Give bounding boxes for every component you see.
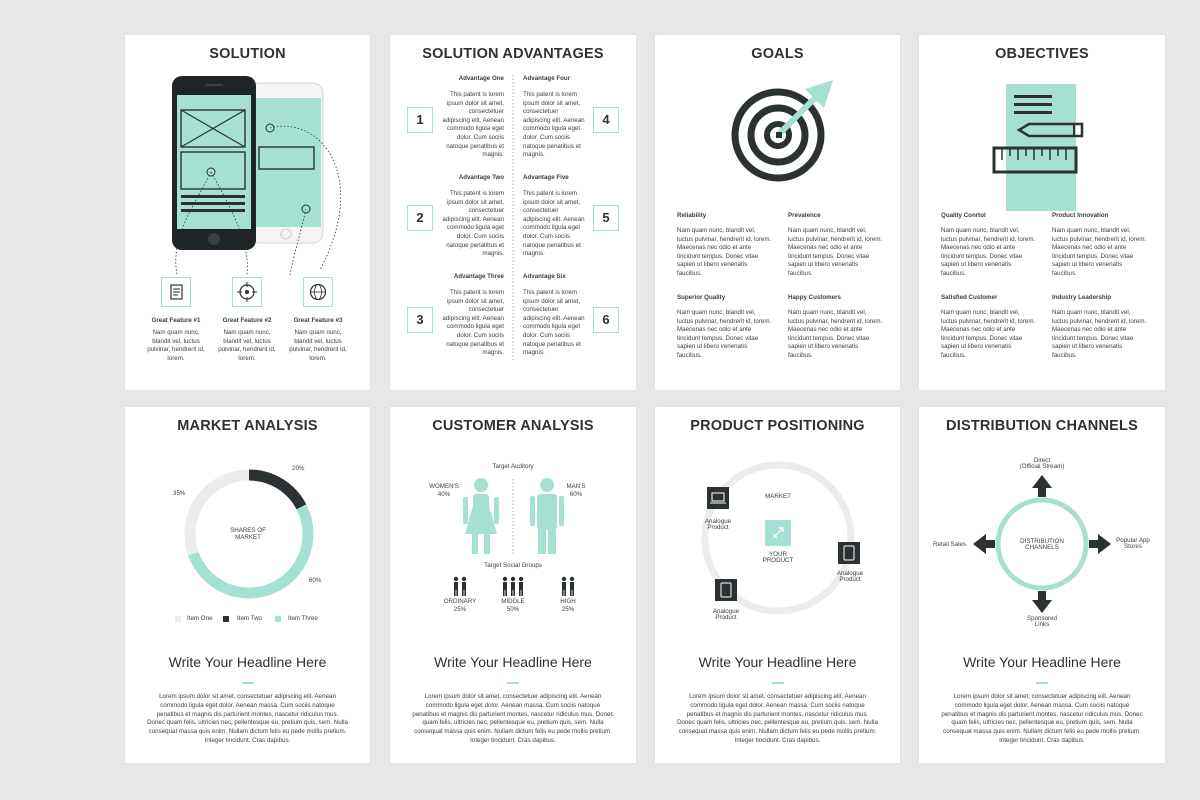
- your-product-label-1: YOUR: [769, 551, 787, 558]
- objective-text-4: Nam quam nunc, blandit vel, luctus pulvinar, hendrerit id, lorem. Maecenas nec odio et ante tincidunt tempus. Donec vitae sapien ut libero venenatis faucibus.: [1052, 309, 1147, 359]
- retail-label: Retail Sales: [933, 541, 967, 548]
- slide-title: SOLUTION: [209, 46, 286, 62]
- feature-label-3: Great Feature #3: [293, 317, 343, 324]
- slide-title: PRODUCT POSITIONING: [690, 418, 865, 434]
- goal-label-2: Prevalence: [788, 212, 821, 219]
- adv-number-3: 3: [407, 307, 433, 333]
- objective-label-1: Quality Conrtol: [941, 212, 986, 219]
- donut-center-label-1: SHARES OF: [230, 527, 266, 534]
- legend-label-item-two: Item Two: [237, 615, 262, 622]
- goal-text-3: Nam quam nunc, blandit vel, luctus pulvinar, hendrerit id, lorem. Maecenas nec odio et ante tincidunt tempus. Donec vitae sapien ut libero venenatis faucibus.: [677, 309, 772, 359]
- legend-label-item-three: Item Three: [288, 615, 318, 622]
- goal-label-4: Happy Customers: [788, 294, 841, 301]
- center-label-1: DISTRIBUTION: [1020, 538, 1064, 545]
- adv-text-6: This patent is lorem ipsum dolor sit amet, consectetuer adipiscing elit. Aenean commodo ligula eget dolor. Cum sociis natoque penatibus et magnis.: [523, 289, 585, 357]
- market-label: MARKET: [765, 493, 791, 500]
- woman-icon: [463, 478, 499, 554]
- legend-swatch-item-three: [275, 616, 281, 622]
- group-label-high: HIGH: [560, 598, 576, 605]
- headline-accent-bar: [242, 682, 254, 684]
- slide-title: GOALS: [751, 46, 804, 62]
- goal-text-2: Nam quam nunc, blandit vel, luctus pulvinar, hendrerit id, lorem. Maecenas nec odio et ante tincidunt tempus. Donec vitae sapien ut libero venenatis faucibus.: [788, 227, 883, 277]
- sponsored-label-2: Links: [1034, 621, 1050, 628]
- group-icon-ordinary: [454, 577, 466, 596]
- feature-box-3: [303, 277, 333, 307]
- sponsored-label-1: Sponsored: [1027, 615, 1057, 622]
- objective-label-3: Satisfied Customer: [941, 294, 998, 301]
- donut-slice-item-three: [193, 507, 308, 593]
- feature-label-1: Great Feature #1: [151, 317, 201, 324]
- analogue-label-1b: Product: [707, 524, 729, 531]
- feature-text-1: Nam quam nunc, blandit vel, luctus pulvinar, hendrerit id, lorem.: [147, 329, 205, 362]
- analogue-label-3b: Product: [715, 614, 737, 621]
- market-donut-chart: [125, 407, 370, 637]
- slide-body-text: Lorem ipsum dolor sit amet, consectetuer adipiscing elit. Aenean commodo ligula eget dolor. Aenean massa. Cum sociis natoque penatibus et magnis dis parturient montes, nascetur ridiculus mus. Donec quam felis, ultricies nec, pellentesque eu, pretium quis, sem. Nulla consequat massa quis enim. Nullam dictum felis eu pede mollis pretium. Integer tincidunt. Cras dapibus.: [941, 693, 1143, 744]
- group-label-middle: MIDDLE: [501, 598, 525, 605]
- slide-title: MARKET ANALYSIS: [177, 418, 318, 434]
- adv-label-3: Advantage Three: [453, 273, 504, 280]
- feature-text-3: Nam quam nunc, blandit vel, luctus pulvinar, hendrerit id, lorem.: [289, 329, 347, 362]
- goal-text-4: Nam quam nunc, blandit vel, luctus pulvinar, hendrerit id, lorem. Maecenas nec odio et ante tincidunt tempus. Donec vitae sapien ut libero venenatis faucibus.: [788, 309, 883, 359]
- arrow-up-icon: [1032, 475, 1052, 497]
- slide-distribution-channels[interactable]: [919, 407, 1165, 763]
- arrow-down-icon: [1032, 591, 1052, 613]
- women-percent: 40%: [437, 491, 451, 498]
- slice-label-item-three: 60%: [309, 577, 322, 584]
- headline-accent-bar: [772, 682, 784, 684]
- adv-label-5: Advantage Five: [523, 174, 569, 181]
- slide-headline: Write Your Headline Here: [168, 654, 327, 670]
- objective-label-4: Industry Leadership: [1052, 294, 1112, 301]
- adv-text-4: This patent is lorem ipsum dolor sit amet, consectetuer adipiscing elit. Aenean commodo ligula eget dolor. Cum sociis natoque penatibus et magnis.: [523, 91, 585, 159]
- slide-title: CUSTOMER ANALYSIS: [432, 418, 594, 434]
- slide-solution-advantages[interactable]: [390, 35, 636, 390]
- target-auditory-label: Target Auditory: [492, 463, 534, 470]
- slice-label-item-one: 35%: [173, 490, 186, 497]
- legend-label-item-one: Item One: [187, 615, 213, 622]
- direct-label-1: Direct: [1033, 457, 1051, 464]
- slide-title: SOLUTION ADVANTAGES: [422, 46, 604, 62]
- objective-text-2: Nam quam nunc, blandit vel, luctus pulvinar, hendrerit id, lorem. Maecenas nec odio et ante tincidunt tempus. Donec vitae sapien ut libero venenatis faucibus.: [1052, 227, 1147, 277]
- feature-text-2: Nam quam nunc, blandit vel, luctus pulvinar, hendrerit id, lorem.: [218, 329, 276, 362]
- adv-label-1: Advantage One: [458, 75, 504, 82]
- objective-text-3: Nam quam nunc, blandit vel, luctus pulvinar, hendrerit id, lorem. Maecenas nec odio et ante tincidunt tempus. Donec vitae sapien ut libero venenatis faucibus.: [941, 309, 1036, 359]
- slide-headline: Write Your Headline Here: [963, 654, 1121, 670]
- headline-accent-bar: [507, 682, 519, 684]
- adv-number-2: 2: [407, 205, 433, 231]
- slide-product-positioning[interactable]: [655, 407, 900, 763]
- group-icon-middle: [503, 577, 523, 596]
- analogue-label-1a: Analogue: [704, 518, 732, 525]
- adv-number-5: 5: [593, 205, 619, 231]
- group-label-ordinary: ORDINARY: [443, 598, 477, 605]
- adv-text-2: This patent is lorem ipsum dolor sit amet, consectetuer adipiscing elit. Aenean commodo ligula eget dolor. Cum sociis natoque penatibus et magnis.: [442, 190, 504, 258]
- slide-goals[interactable]: [655, 35, 900, 390]
- donut-slice-item-two: [249, 475, 301, 507]
- popular-label-2: Stores: [1124, 543, 1142, 550]
- social-groups-label: Target Social Groups: [484, 562, 542, 569]
- objective-label-2: Product Innovation: [1052, 212, 1109, 219]
- slide-objectives[interactable]: [919, 35, 1165, 390]
- legend-swatch-item-two: [223, 616, 229, 622]
- target-icon: [233, 278, 263, 308]
- group-pct-middle: 50%: [506, 606, 520, 613]
- men-label: MAN'S: [566, 483, 586, 490]
- analogue-label-2a: Analogue: [836, 570, 864, 577]
- popular-label-1: Popular App: [1116, 537, 1150, 544]
- goal-label-1: Reliability: [677, 212, 707, 219]
- donut-center-label-2: MARKET: [235, 534, 261, 541]
- direct-label-2: (Official Stream): [1019, 463, 1065, 470]
- slide-title: OBJECTIVES: [995, 46, 1089, 62]
- group-pct-high: 25%: [561, 606, 575, 613]
- adv-label-2: Advantage Two: [458, 174, 504, 181]
- men-percent: 60%: [569, 491, 583, 498]
- adv-text-3: This patent is lorem ipsum dolor sit amet, consectetuer adipiscing elit. Aenean commodo ligula eget dolor. Cum sociis natoque penatibus et magnis.: [442, 289, 504, 357]
- goal-label-3: Superior Quality: [677, 294, 726, 301]
- slide-headline: Write Your Headline Here: [434, 654, 592, 670]
- slice-label-item-two: 20%: [292, 465, 305, 472]
- adv-number-6: 6: [593, 307, 619, 333]
- objective-text-1: Nam quam nunc, blandit vel, luctus pulvinar, hendrerit id, lorem. Maecenas nec odio et ante tincidunt tempus. Donec vitae sapien ut libero venenatis faucibus.: [941, 227, 1036, 277]
- slide-title: DISTRIBUTION CHANNELS: [946, 418, 1138, 434]
- slide-body-text: Lorem ipsum dolor sit amet, consectetuer adipiscing elit. Aenean commodo ligula eget dolor. Aenean massa. Cum sociis natoque penatibus et magnis dis parturient montes, nascetur ridiculus mus. Donec quam felis, ultricies nec, pellentesque eu, pretium quis, sem. Nulla consequat massa quis enim. Nullam dictum felis eu pede mollis pretium. Integer tincidunt. Cras dapibus.: [147, 693, 348, 744]
- headline-accent-bar: [1036, 682, 1048, 684]
- document-icon: [162, 278, 192, 308]
- adv-number-4: 4: [593, 107, 619, 133]
- slide-headline: Write Your Headline Here: [698, 654, 857, 670]
- center-label-2: CHANNELS: [1025, 544, 1059, 551]
- slide-solution[interactable]: [125, 35, 370, 390]
- feature-label-2: Great Feature #2: [222, 317, 272, 324]
- slide-body-text: Lorem ipsum dolor sit amet, consectetuer adipiscing elit. Aenean commodo ligula eget dolor. Aenean massa. Cum sociis natoque penatibus et magnis dis parturient montes, nascetur ridiculus mus. Donec quam felis, ultricies nec, pellentesque eu, pretium quis, sem. Nulla consequat massa quis enim. Nullam dictum felis eu pede mollis pretium. Integer tincidunt. Cras dapibus.: [677, 693, 878, 744]
- slide-customer-analysis[interactable]: [390, 407, 636, 763]
- distribution-diagram: [919, 407, 1165, 637]
- positioning-diagram: [655, 407, 900, 637]
- legend-swatch-item-one: [175, 616, 181, 622]
- slide-market-analysis[interactable]: [125, 407, 370, 763]
- group-pct-ordinary: 25%: [453, 606, 467, 613]
- women-label: WOMEN'S: [429, 483, 459, 490]
- adv-label-6: Advantage Six: [523, 273, 566, 280]
- arrow-left-icon: [973, 534, 995, 554]
- your-product-label-2: PRODUCT: [762, 557, 794, 564]
- adv-number-1: 1: [407, 107, 433, 133]
- analogue-label-2b: Product: [839, 576, 861, 583]
- adv-label-4: Advantage Four: [523, 75, 571, 82]
- adv-text-5: This patent is lorem ipsum dolor sit amet, consectetuer adipiscing elit. Aenean commodo ligula eget dolor. Cum sociis natoque penatibus et magnis.: [523, 190, 585, 258]
- globe-icon: [304, 278, 334, 308]
- feature-box-1: [161, 277, 191, 307]
- adv-text-1: This patent is lorem ipsum dolor sit amet, consectetuer adipiscing elit. Aenean commodo ligula eget dolor. Cum sociis natoque penatibus et magnis.: [442, 91, 504, 159]
- analogue-label-3a: Analogue: [712, 608, 740, 615]
- goal-text-1: Nam quam nunc, blandit vel, luctus pulvinar, hendrerit id, lorem. Maecenas nec odio et ante tincidunt tempus. Donec vitae sapien ut libero venenatis faucibus.: [677, 227, 772, 277]
- feature-box-2: [232, 277, 262, 307]
- group-icon-high: [562, 577, 574, 596]
- slide-body-text: Lorem ipsum dolor sit amet, consectetuer adipiscing elit. Aenean commodo ligula eget dolor. Aenean massa. Cum sociis natoque penatibus et magnis dis parturient montes, nascetur ridiculus mus. Donec quam felis, ultricies nec, pellentesque eu, pretium quis, sem. Nulla consequat massa quis enim. Nullam dictum felis eu pede mollis pretium. Integer tincidunt. Cras dapibus.: [412, 693, 614, 744]
